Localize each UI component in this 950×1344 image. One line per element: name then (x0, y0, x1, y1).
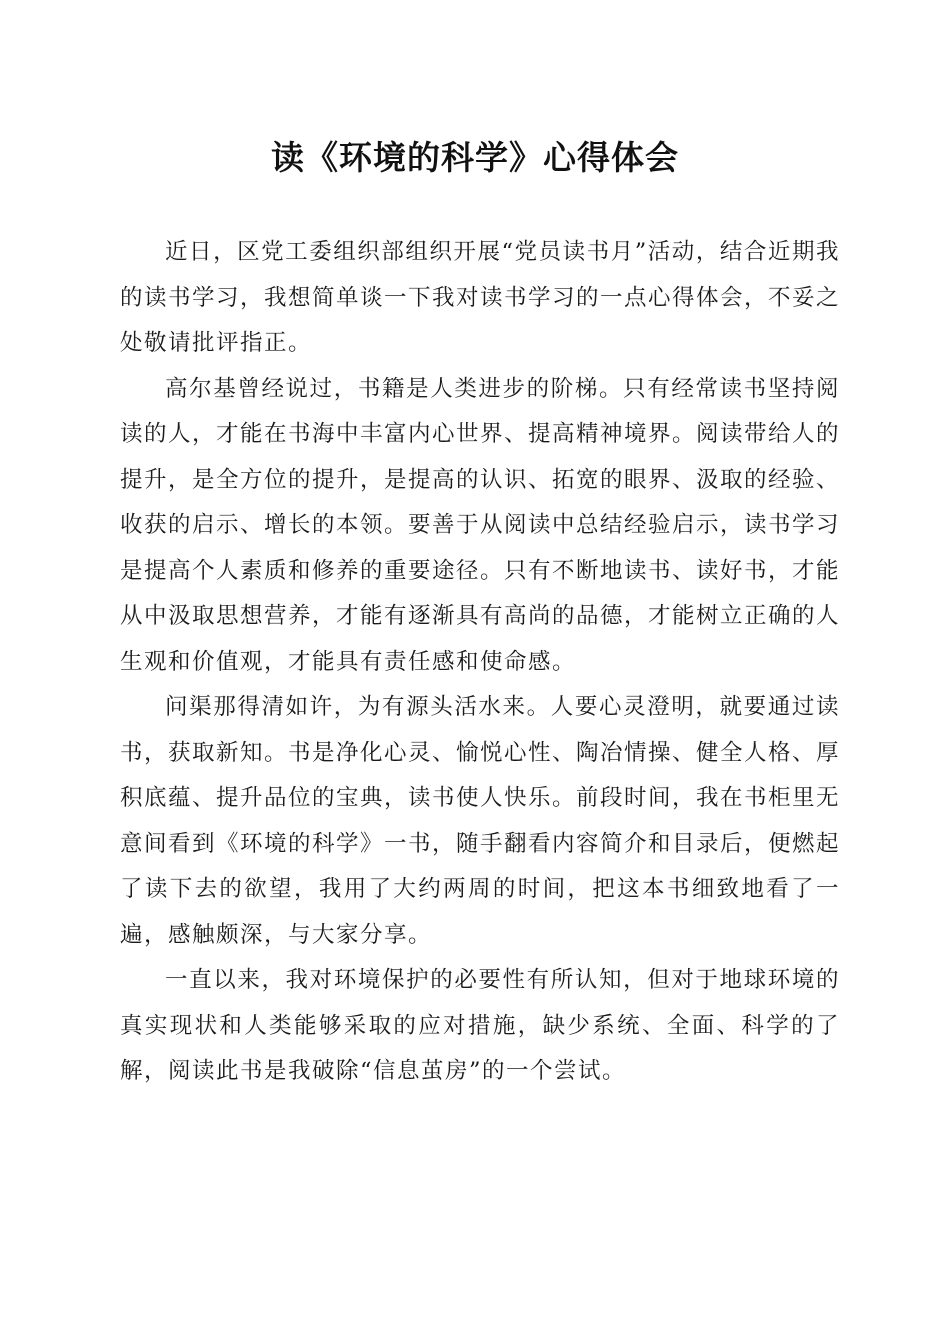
document-title: 读《环境的科学》心得体会 (271, 138, 679, 177)
paragraph-intro: 近日，区党工委组织部组织开展“党员读书月”活动，结合近期我的读书学习，我想简单谈一下我对读书学习的一点心得体会，不妥之处敬请批评指正。 (120, 239, 841, 356)
paragraph-gorky: 高尔基曾经说过，书籍是人类进步的阶梯。只有经常读书坚持阅读的人，才能在书海中丰富内心世界、提高精神境界。阅读带给人的提升，是全方位的提升，是提高的认识、拓宽的眼界、汲取的经验、收获的启示、增长的本领。要善于从阅读中总结经验启示，读书学习是提高个人素质和修养的重要途径。只有不断地读书、读好书，才能从中汲取思想营养，才能有逐渐具有高尚的品德，才能树立正确的人生观和价值观，才能具有责任感和使命感。 (120, 375, 841, 675)
document-body (120, 230, 840, 1095)
paragraph-reading-benefits: 问渠那得清如许，为有源头活水来。人要心灵澄明，就要通过读书，获取新知。书是净化心灵、愉悦心性、陶冶情操、健全人格、厚积底蕴、提升品位的宝典，读书使人快乐。前段时间，我在书柜里无意间看到《环境的科学》一书，随手翻看内容简介和目录后，便燃起了读下去的欲望，我用了大约两周的时间，把这本书细致地看了一遍，感触颇深，与大家分享。 (120, 694, 841, 948)
paragraph-environment: 一直以来，我对环境保护的必要性有所认知，但对于地球环境的真实现状和人类能够采取的应对措施，缺少系统、全面、科学的了解，阅读此书是我破除“信息茧房”的一个尝试。 (120, 967, 840, 1084)
